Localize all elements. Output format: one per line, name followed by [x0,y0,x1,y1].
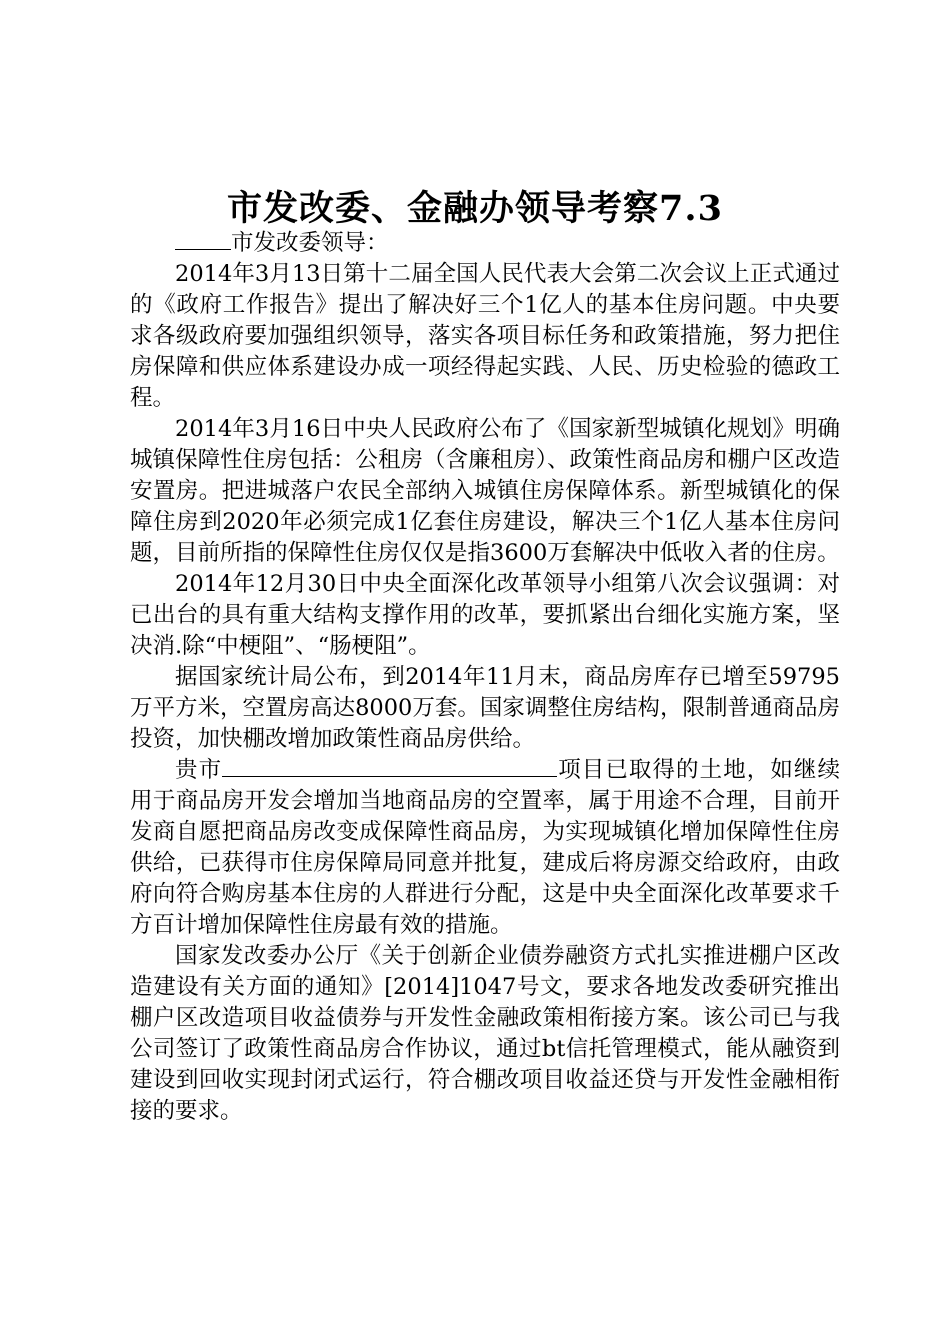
salutation: 市发改委领导： [231,230,389,256]
paragraph-5 [130,755,840,941]
salutation-line [130,228,840,259]
paragraph-6: 国家发改委办公厅《关于创新企业债券融资方式扎实推进棚户区改造建设有关方面的通知》[2014]1047号文，要求各地发改委研究推出棚户区改造项目收益债券与开发性金融政策相衔接方案。该公司已与我公司签订了政策性商品房合作协议，通过bt信托管理模式，能从融资到建设到回收实现封闭式运行，符合棚改项目收益还贷与开发性金融相衔接的要求。 [130,943,840,1124]
document-body [130,228,840,1127]
paragraph-2: 2014年3月16日中央人民政府公布了《国家新型城镇化规划》明确城镇保障性住房包括：公租房（含廉租房）、政策性商品房和棚户区改造安置房。把进城落户农民全部纳入城镇住房保障体系。新型城镇化的保障住房到2020年必须完成1亿套住房建设，解决三个1亿人基本住房问题，目前所指的保障性住房仅仅是指3600万套解决中低收入者的住房。 [130,416,840,566]
blank-underline [222,757,557,777]
document-title: 市发改委、金融办领导考察7.3 [227,188,723,229]
paragraph-5-text: 项目已取得的土地，如继续用于商品房开发会增加当地商品房的空置率，属于用途不合理，目前开发商自愿把商品房改变成保障性商品房，为实现城镇化增加保障性住房供给，已获得市住房保障局同意并批复，建成后将房源交给政府，由政府向符合购房基本住房的人群进行分配，这是中央全面深化改革要求千方百计增加保障性住房最有效的措施。 [130,757,840,938]
paragraph-4: 据国家统计局公布，到2014年11月末，商品房库存已增至59795万平方米，空置房高达8000万套。国家调整住房结构，限制普通商品房投资，加快棚改增加政策性商品房供给。 [130,664,840,752]
paragraph-5-prefix: 贵市 [175,757,223,783]
blank-underline [175,230,231,250]
paragraph-3: 2014年12月30日中央全面深化改革领导小组第八次会议强调：对已出台的具有重大结构支撑作用的改革，要抓紧出台细化实施方案，坚决消.除“中梗阻”、“肠梗阻”。 [130,571,840,659]
paragraph-1: 2014年3月13日第十二届全国人民代表大会第二次会议上正式通过的《政府工作报告》提出了解决好三个1亿人的基本住房问题。中央要求各级政府要加强组织领导，落实各项目标任务和政策措施，努力把住房保障和供应体系建设办成一项经得起实践、人民、历史检验的德政工程。 [130,261,840,411]
